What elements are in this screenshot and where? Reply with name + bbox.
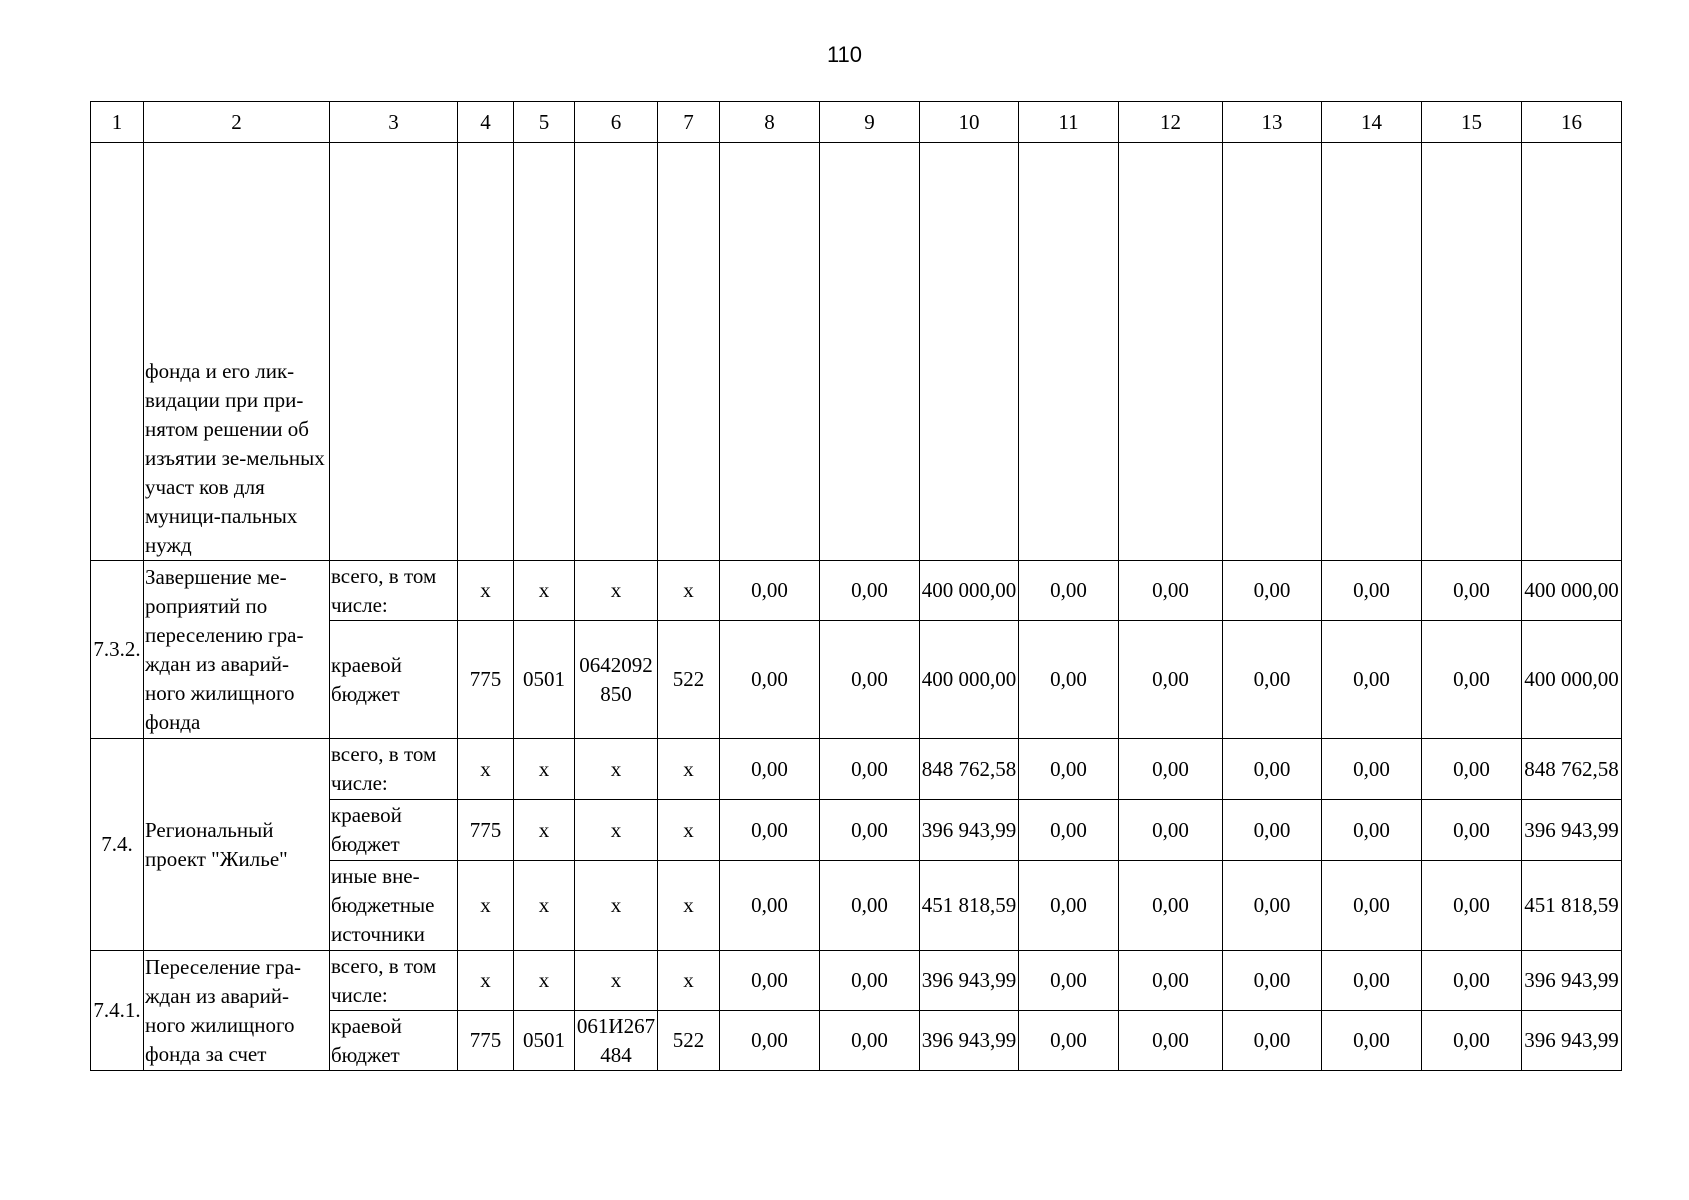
empty-cell [820, 143, 920, 561]
col-6: x [575, 951, 658, 1011]
col-11: 0,00 [1019, 621, 1119, 739]
col-13: 0,00 [1223, 561, 1322, 621]
col-11: 0,00 [1019, 861, 1119, 951]
col-15: 0,00 [1422, 739, 1522, 800]
empty-cell [330, 143, 458, 561]
col-7: 522 [658, 621, 720, 739]
col-14: 0,00 [1322, 861, 1422, 951]
col-8: 0,00 [720, 861, 820, 951]
col-10: 848 762,58 [920, 739, 1019, 800]
col-4: x [458, 951, 514, 1011]
col-12: 0,00 [1119, 800, 1223, 861]
budget-table [90, 101, 1622, 1071]
col-9: 0,00 [820, 951, 920, 1011]
header-cell: 1 [91, 102, 144, 143]
funding-source: краевой бюджет [330, 800, 458, 861]
header-cell: 15 [1422, 102, 1522, 143]
header-cell: 14 [1322, 102, 1422, 143]
funding-source: краевой бюджет [330, 621, 458, 739]
col-5: x [514, 861, 575, 951]
col-5: x [514, 951, 575, 1011]
col-14: 0,00 [1322, 621, 1422, 739]
col-13: 0,00 [1223, 800, 1322, 861]
col-15: 0,00 [1422, 621, 1522, 739]
col-5: x [514, 739, 575, 800]
col-16: 396 943,99 [1522, 800, 1622, 861]
col-13: 0,00 [1223, 861, 1322, 951]
col-4: x [458, 861, 514, 951]
col-15: 0,00 [1422, 1011, 1522, 1071]
col-7: x [658, 739, 720, 800]
col-13: 0,00 [1223, 621, 1322, 739]
header-cell: 7 [658, 102, 720, 143]
col-10: 451 818,59 [920, 861, 1019, 951]
col-11: 0,00 [1019, 951, 1119, 1011]
col-8: 0,00 [720, 1011, 820, 1071]
empty-cell [920, 143, 1019, 561]
col-14: 0,00 [1322, 739, 1422, 800]
table-row [91, 951, 1622, 1011]
header-cell: 12 [1119, 102, 1223, 143]
col-10: 396 943,99 [920, 951, 1019, 1011]
col-10: 400 000,00 [920, 621, 1019, 739]
col-8: 0,00 [720, 621, 820, 739]
col-14: 0,00 [1322, 1011, 1422, 1071]
col-12: 0,00 [1119, 739, 1223, 800]
continuation-row [91, 143, 1622, 561]
header-cell: 8 [720, 102, 820, 143]
item-title: Переселение гра-ждан из аварий-ного жилищного фонда за счет [144, 951, 330, 1071]
col-16: 848 762,58 [1522, 739, 1622, 800]
description-cell: фонда и его лик-видации при при-нятом решении об изъятии зе-мельных участ ков для муници-пальных нужд [144, 143, 330, 561]
col-9: 0,00 [820, 861, 920, 951]
col-9: 0,00 [820, 800, 920, 861]
col-8: 0,00 [720, 951, 820, 1011]
col-11: 0,00 [1019, 1011, 1119, 1071]
col-5: x [514, 561, 575, 621]
item-title: Завершение ме-роприятий по переселению гра-ждан из аварий-ного жилищного фонда [144, 561, 330, 739]
col-10: 400 000,00 [920, 561, 1019, 621]
col-12: 0,00 [1119, 861, 1223, 951]
header-row [91, 102, 1622, 143]
empty-cell [514, 143, 575, 561]
funding-source: всего, в том числе: [330, 951, 458, 1011]
col-16: 396 943,99 [1522, 951, 1622, 1011]
col-9: 0,00 [820, 621, 920, 739]
col-4: 775 [458, 1011, 514, 1071]
col-8: 0,00 [720, 739, 820, 800]
col-12: 0,00 [1119, 561, 1223, 621]
col-7: x [658, 861, 720, 951]
empty-cell [1422, 143, 1522, 561]
col-7: x [658, 951, 720, 1011]
col-6: x [575, 800, 658, 861]
empty-cell [1522, 143, 1622, 561]
col-6: x [575, 561, 658, 621]
item-code: 7.4. [91, 739, 144, 951]
empty-cell [1019, 143, 1119, 561]
col-7: x [658, 561, 720, 621]
item-title: Региональный проект "Жилье" [144, 739, 330, 951]
empty-cell [575, 143, 658, 561]
col-16: 400 000,00 [1522, 621, 1622, 739]
col-14: 0,00 [1322, 951, 1422, 1011]
header-cell: 6 [575, 102, 658, 143]
col-6: x [575, 861, 658, 951]
col-12: 0,00 [1119, 1011, 1223, 1071]
header-cell: 3 [330, 102, 458, 143]
col-12: 0,00 [1119, 621, 1223, 739]
col-14: 0,00 [1322, 561, 1422, 621]
col-13: 0,00 [1223, 739, 1322, 800]
col-10: 396 943,99 [920, 1011, 1019, 1071]
table-row [91, 739, 1622, 800]
col-11: 0,00 [1019, 561, 1119, 621]
funding-source: иные вне-бюджетные источники [330, 861, 458, 951]
item-code: 7.4.1. [91, 951, 144, 1071]
col-6: 0642092850 [575, 621, 658, 739]
col-8: 0,00 [720, 800, 820, 861]
header-cell: 4 [458, 102, 514, 143]
col-15: 0,00 [1422, 800, 1522, 861]
header-cell: 2 [144, 102, 330, 143]
empty-cell [1322, 143, 1422, 561]
table-row [91, 561, 1622, 621]
col-11: 0,00 [1019, 739, 1119, 800]
item-code: 7.3.2. [91, 561, 144, 739]
col-16: 451 818,59 [1522, 861, 1622, 951]
col-9: 0,00 [820, 1011, 920, 1071]
header-cell: 10 [920, 102, 1019, 143]
funding-source: краевой бюджет [330, 1011, 458, 1071]
col-16: 396 943,99 [1522, 1011, 1622, 1071]
code-cell [91, 143, 144, 561]
col-5: 0501 [514, 621, 575, 739]
col-15: 0,00 [1422, 951, 1522, 1011]
col-15: 0,00 [1422, 861, 1522, 951]
empty-cell [720, 143, 820, 561]
col-4: 775 [458, 800, 514, 861]
col-4: x [458, 739, 514, 800]
empty-cell [1119, 143, 1223, 561]
empty-cell [658, 143, 720, 561]
header-cell: 16 [1522, 102, 1622, 143]
col-16: 400 000,00 [1522, 561, 1622, 621]
col-5: 0501 [514, 1011, 575, 1071]
col-4: x [458, 561, 514, 621]
col-10: 396 943,99 [920, 800, 1019, 861]
header-cell: 9 [820, 102, 920, 143]
funding-source: всего, в том числе: [330, 561, 458, 621]
funding-source: всего, в том числе: [330, 739, 458, 800]
col-12: 0,00 [1119, 951, 1223, 1011]
empty-cell [1223, 143, 1322, 561]
col-5: x [514, 800, 575, 861]
col-13: 0,00 [1223, 1011, 1322, 1071]
empty-cell [458, 143, 514, 561]
header-cell: 13 [1223, 102, 1322, 143]
col-4: 775 [458, 621, 514, 739]
col-9: 0,00 [820, 561, 920, 621]
col-9: 0,00 [820, 739, 920, 800]
col-13: 0,00 [1223, 951, 1322, 1011]
col-8: 0,00 [720, 561, 820, 621]
header-cell: 5 [514, 102, 575, 143]
col-6: 061И267484 [575, 1011, 658, 1071]
page-number: 110 [826, 42, 863, 67]
header-cell: 11 [1019, 102, 1119, 143]
col-7: 522 [658, 1011, 720, 1071]
col-14: 0,00 [1322, 800, 1422, 861]
col-15: 0,00 [1422, 561, 1522, 621]
col-6: x [575, 739, 658, 800]
col-11: 0,00 [1019, 800, 1119, 861]
col-7: x [658, 800, 720, 861]
